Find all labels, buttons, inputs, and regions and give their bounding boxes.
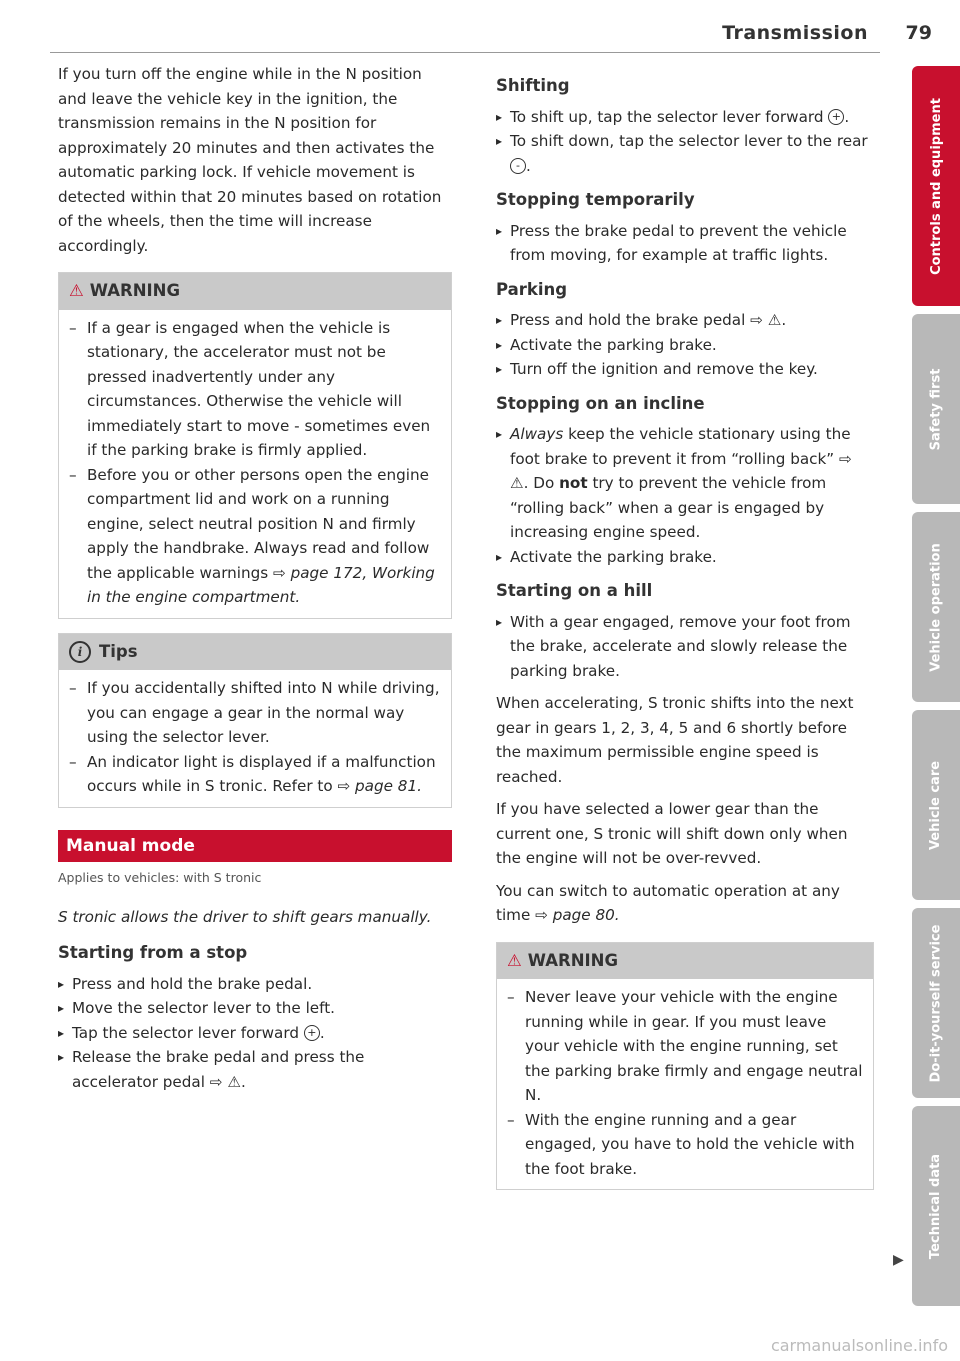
tab-technical-data[interactable]: Technical data (912, 1106, 960, 1306)
step-item: ▸ Turn off the ignition and remove the key. (496, 357, 874, 382)
left-column (58, 62, 452, 1102)
tab-vehicle-operation[interactable]: Vehicle operation (912, 512, 960, 702)
neutral-position-paragraph: If you turn off the engine while in the N position and leave the vehicle key in the ignition, the transmission remains in the N position for approximately 20 minutes and then activates the automatic parking lock. If vehicle movement is detected within that 20 minutes based on rotation of the wheels, then the time will increase accordingly. (58, 65, 442, 255)
lower-gear-paragraph: If you have selected a lower gear than the current one, S tronic will shift down only when the engine will not be over-revved. (496, 800, 848, 867)
step-item: ▸ Move the selector lever to the left. (58, 996, 452, 1021)
step-item: ▸ Tap the selector lever forward + . (58, 1021, 452, 1046)
tips-item: – An indicator light is displayed if a malfunction occurs while in S tronic. Refer to ⇨ page 81. (69, 750, 441, 799)
step-item: ▸ To shift down, tap the selector lever to the rear - . (496, 129, 874, 178)
applies-to-note: Applies to vehicles: with S tronic (58, 870, 262, 885)
minus-circle-icon: - (510, 158, 526, 174)
info-icon: i (69, 641, 91, 663)
step-item: ▸ Activate the parking brake. (496, 545, 874, 570)
watermark: carmanualsonline.info (770, 1336, 948, 1355)
step-item: ▸ Activate the parking brake. (496, 333, 874, 358)
header-rule (50, 52, 880, 53)
tab-do-it-yourself[interactable]: Do-it-yourself service (912, 908, 960, 1098)
tips-box (58, 633, 452, 808)
step-item: ▸ Press and hold the brake pedal ⇨ ⚠. (496, 308, 874, 333)
warning-triangle-icon: ⚠ (767, 311, 782, 329)
warning-triangle-icon: ⚠ (69, 281, 84, 300)
warning-item: – With the engine running and a gear engaged, you have to hold the vehicle with the foot brake. (507, 1108, 863, 1182)
page-ref-link[interactable]: ⇨ page 80. (535, 906, 620, 924)
step-item: ▸ With a gear engaged, remove your foot from the brake, accelerate and slowly release the parking brake. (496, 610, 874, 684)
warning-triangle-icon: ⚠ (510, 474, 524, 492)
heading-parking: Parking (496, 279, 568, 299)
continue-arrow-icon: ▶ (893, 1252, 904, 1268)
plus-circle-icon: + (304, 1025, 320, 1041)
step-item: ▸ Release the brake pedal and press the accelerator pedal ⇨ ⚠. (58, 1045, 452, 1094)
tab-controls-equipment[interactable]: Controls and equipment (912, 66, 960, 306)
heading-stopping-incline: Stopping on an incline (496, 393, 705, 413)
step-item: ▸ Press and hold the brake pedal. (58, 972, 452, 997)
tab-vehicle-care[interactable]: Vehicle care (912, 710, 960, 900)
warning-item: – If a gear is engaged when the vehicle is stationary, the accelerator must not be pressed inadvertently under any circumstances. Otherwise the vehicle will immediately start to move - sometimes even if the parking brake is firmly applied. (69, 316, 441, 463)
tips-header: i Tips (59, 634, 451, 671)
warning-item: – Never leave your vehicle with the engine running while in gear. If you must leave your vehicle with the engine running, set the parking brake firmly and engage neutral N. (507, 985, 863, 1108)
right-column (496, 74, 874, 1200)
section-title-manual-mode: Manual mode (58, 830, 452, 863)
warning-header: ⚠ WARNING (497, 943, 873, 980)
plus-circle-icon: + (828, 109, 844, 125)
warning-triangle-icon: ⚠ (227, 1072, 241, 1091)
step-item: ▸ Press the brake pedal to prevent the vehicle from moving, for example at traffic lights. (496, 219, 874, 268)
accelerating-paragraph: When accelerating, S tronic shifts into the next gear in gears 1, 2, 3, 4, 5 and 6 shortly before the maximum permissible engine speed is reached. (496, 694, 854, 786)
warning-item: – Before you or other persons open the engine compartment lid and work on a running engine, select neutral position N and firmly apply the handbrake. Always read and follow the applicable warnings ⇨ page 172, Working in the engine compartment. (69, 463, 441, 610)
tab-safety-first[interactable]: Safety first (912, 314, 960, 504)
page-ref-link[interactable]: ⇨ page 172, Working in the engine compartment. (87, 563, 435, 606)
tips-item: – If you accidentally shifted into N while driving, you can engage a gear in the normal way using the selector lever. (69, 676, 441, 750)
warning-box-right (496, 942, 874, 1191)
warning-header: ⚠ WARNING (59, 273, 451, 310)
heading-starting-from-stop: Starting from a stop (58, 943, 248, 962)
page-number: 79 (905, 22, 932, 44)
section-intro: S tronic allows the driver to shift gears manually. (58, 907, 432, 926)
step-item: ▸ Always keep the vehicle stationary using the foot brake to prevent it from “rolling back” ⇨ ⚠. Do not try to prevent the vehicle from “rolling back” when a gear is engaged by increasing engine speed. (496, 422, 874, 545)
step-item: ▸ To shift up, tap the selector lever forward + . (496, 105, 874, 130)
warning-box-left (58, 272, 452, 619)
warning-triangle-icon: ⚠ (507, 950, 522, 970)
page-ref-link[interactable]: ⇨ page 81. (337, 777, 422, 795)
heading-stopping-temporarily: Stopping temporarily (496, 190, 695, 209)
automatic-switch-paragraph: You can switch to automatic operation at any time ⇨ page 80. (496, 881, 840, 924)
heading-shifting: Shifting (496, 76, 570, 95)
heading-starting-hill: Starting on a hill (496, 581, 653, 600)
page-title: Transmission (722, 22, 868, 44)
chapter-tabs (912, 66, 960, 1314)
